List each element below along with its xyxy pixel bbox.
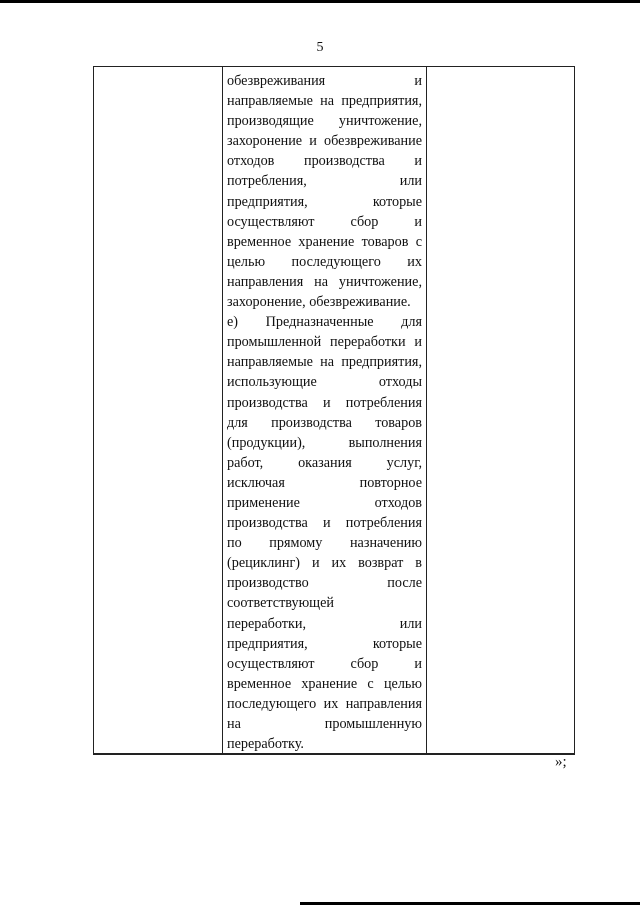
cell-text-line: е) Предназначенные для xyxy=(227,314,422,331)
cell-text-line: направления на уничтожение, xyxy=(227,273,422,290)
cell-text-line: предприятия, которые xyxy=(227,635,422,652)
table-column-divider-left xyxy=(222,67,223,753)
table-column-divider-right xyxy=(426,67,427,753)
cell-text-line: потребления, или xyxy=(227,173,422,190)
cell-text-line: временное хранение с целью xyxy=(227,675,422,692)
cell-text-line: (рециклинг) и их возврат в xyxy=(227,555,422,572)
cell-text-line: по прямому назначению xyxy=(227,535,422,552)
cell-text-line: предприятия, которые xyxy=(227,193,422,210)
cell-text-line: исключая повторное xyxy=(227,474,422,491)
cell-text-line: захоронение, обезвреживание. xyxy=(227,294,411,311)
cell-text-line: работ, оказания услуг, xyxy=(227,454,422,471)
cell-text-line: обезвреживания и xyxy=(227,73,422,89)
table-middle-cell-text xyxy=(227,71,422,754)
cell-text-line: отходов производства и xyxy=(227,153,422,170)
cell-text-line: целью последующего их xyxy=(227,253,422,270)
scan-edge-top xyxy=(0,0,640,3)
cell-text-line: направляемые на предприятия, xyxy=(227,93,422,110)
cell-text-line: производства и потребления xyxy=(227,394,422,411)
cell-text-line: производство после xyxy=(227,575,422,592)
cell-text-line: направляемые на предприятия, xyxy=(227,354,422,371)
cell-text-line: переработки, или xyxy=(227,615,422,632)
cell-text-line: для производства товаров xyxy=(227,414,422,431)
page-number: 5 xyxy=(316,40,324,55)
cell-text-line: на промышленную xyxy=(227,716,422,732)
document-table xyxy=(93,66,575,755)
cell-text-line: осуществляют сбор и xyxy=(227,213,422,230)
closing-quote-mark: »; xyxy=(555,754,567,770)
cell-text-line: использующие отходы xyxy=(227,374,422,391)
cell-text-line: захоронение и обезвреживание xyxy=(227,133,422,150)
cell-text-line: производства и потребления xyxy=(227,515,422,532)
cell-text-line: осуществляют сбор и xyxy=(227,655,422,672)
cell-text-line: (продукции), выполнения xyxy=(227,434,422,451)
cell-text-line: переработку. xyxy=(227,736,304,753)
cell-text-line: применение отходов xyxy=(227,494,422,511)
cell-text-line: временное хранение товаров с xyxy=(227,233,422,250)
cell-text-line: последующего их направления xyxy=(227,695,422,712)
cell-text-line: соответствующей xyxy=(227,595,335,612)
cell-text-line: производящие уничтожение, xyxy=(227,113,422,130)
cell-text-line: промышленной переработки и xyxy=(227,334,422,351)
